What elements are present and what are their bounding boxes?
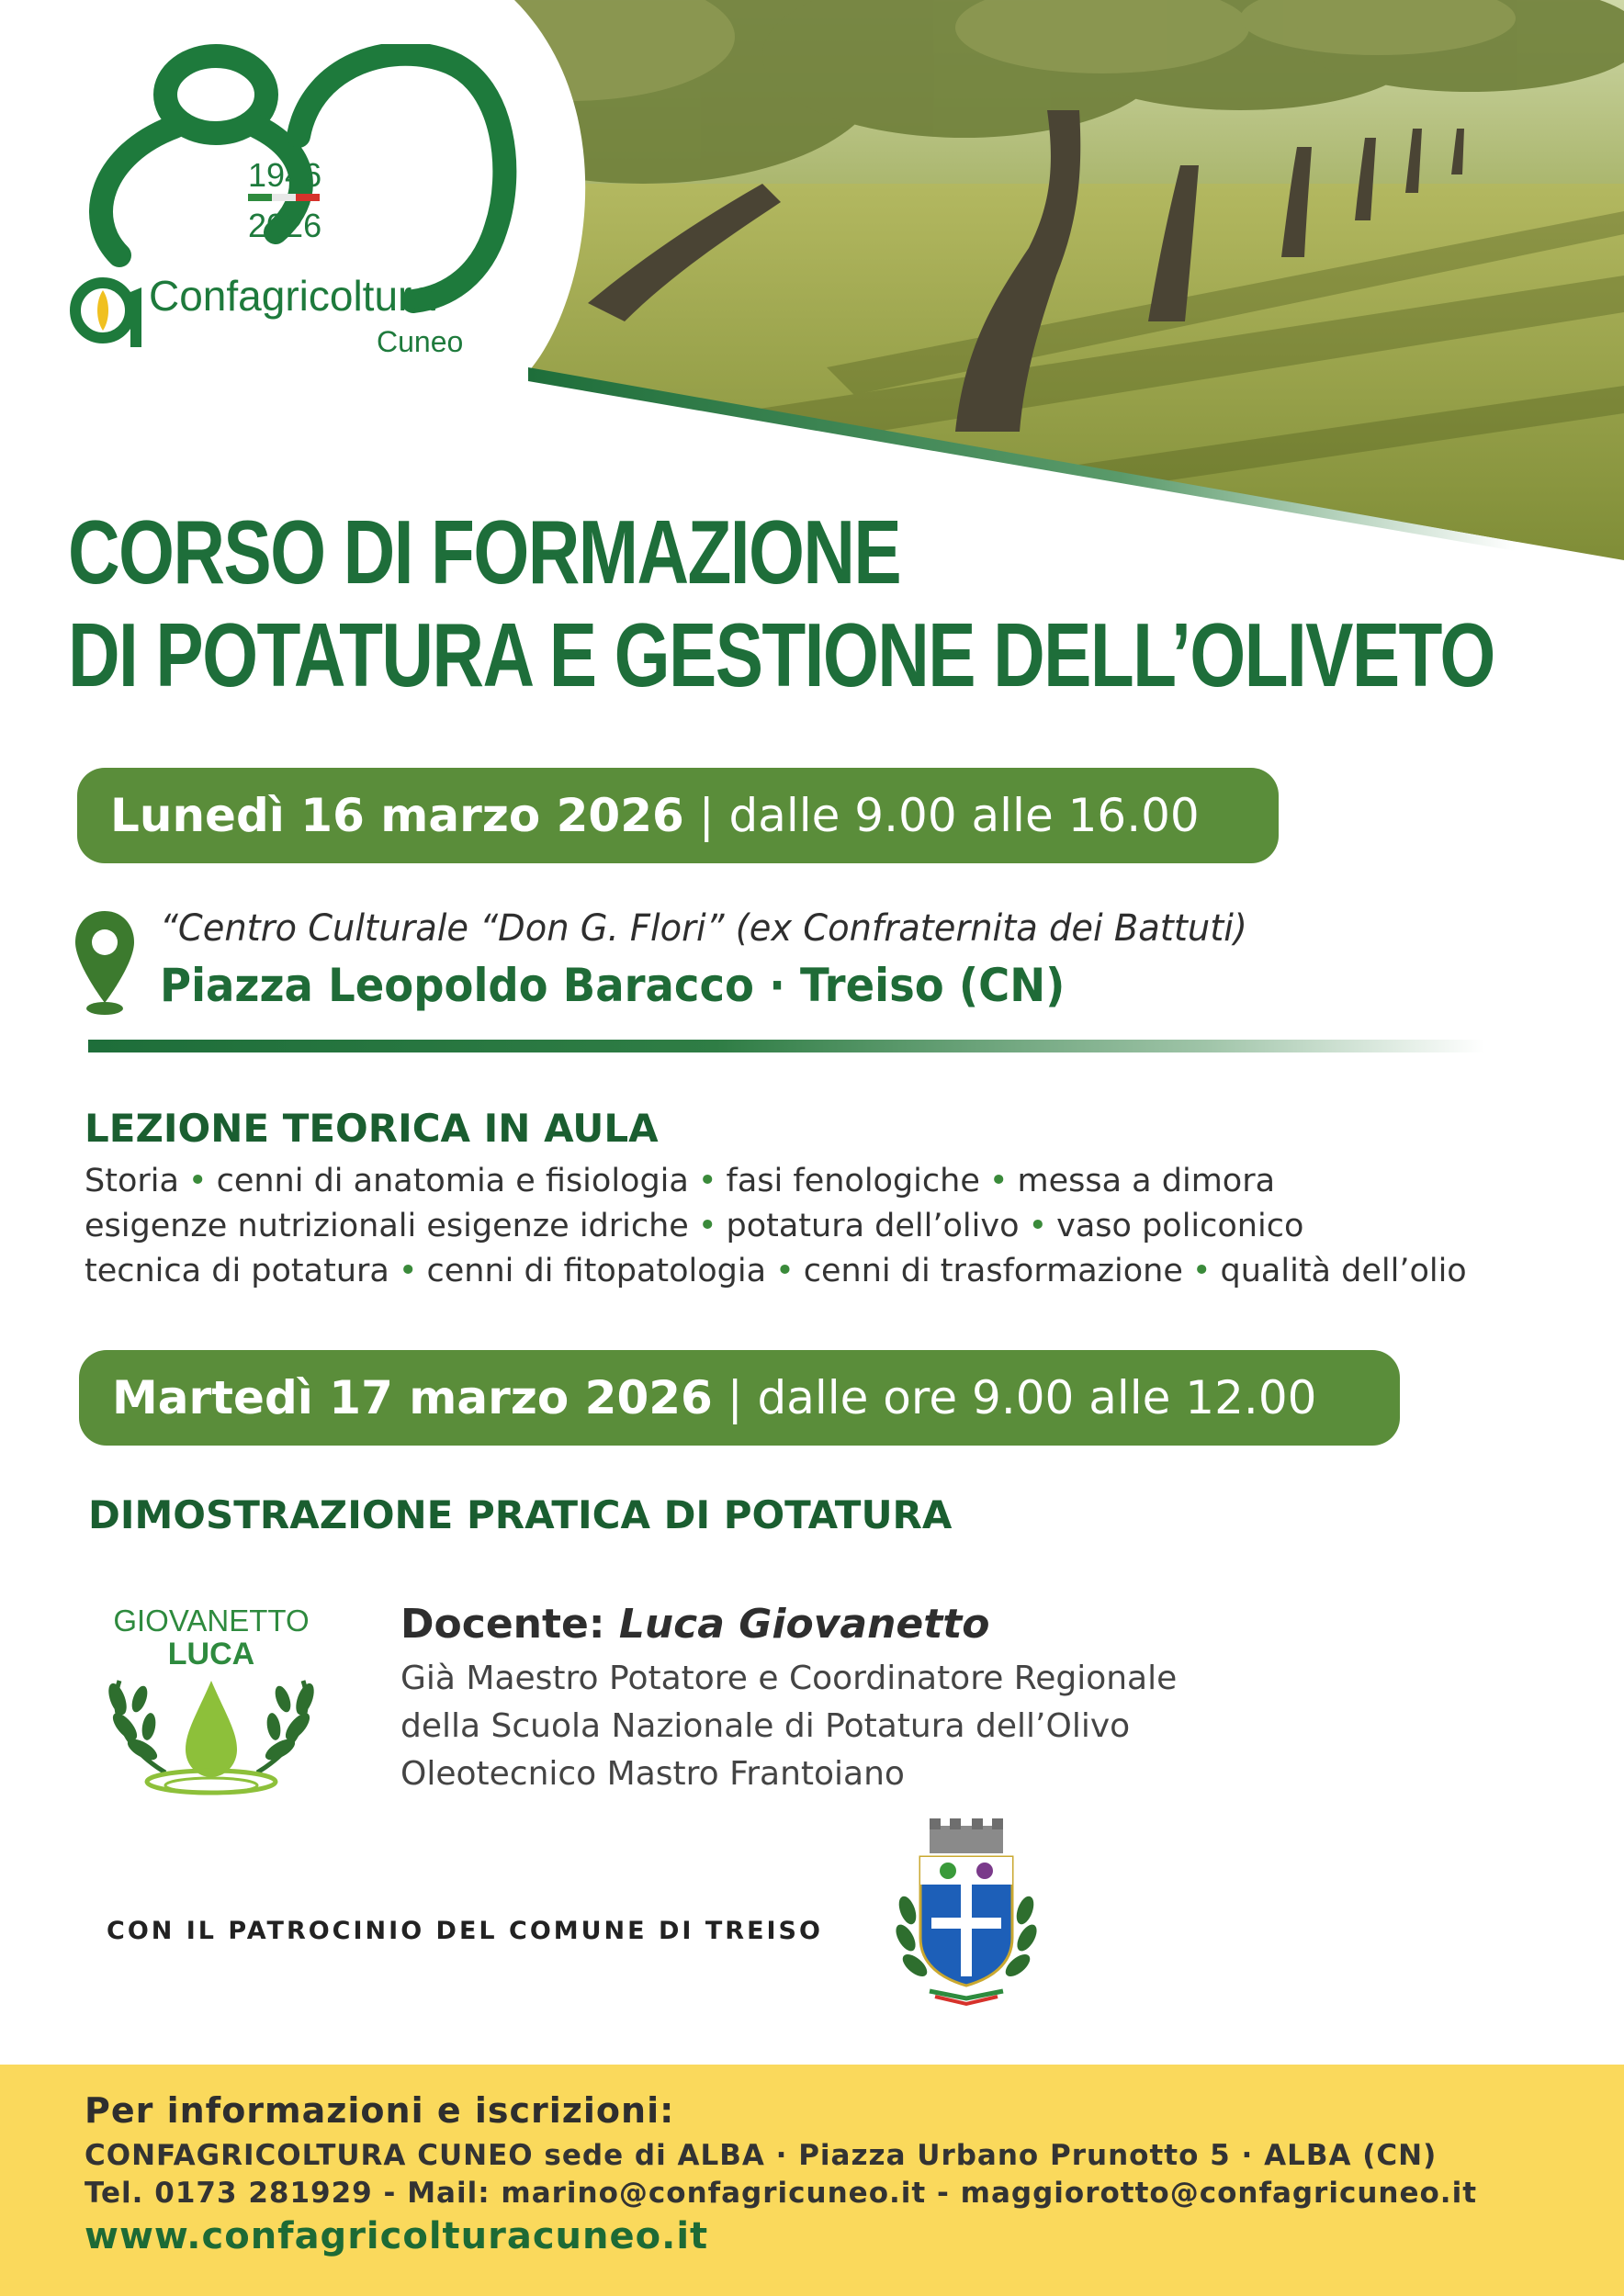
bullet-dot: •: [1191, 1253, 1212, 1289]
logo-year-start: 1946: [248, 156, 322, 194]
title-line-1: CORSO DI FORMAZIONE: [68, 501, 901, 602]
bullet-dot: •: [1028, 1208, 1048, 1244]
coat-of-arms-icon: [884, 1818, 1049, 2011]
logo-year-end: 2026: [248, 207, 322, 244]
topic-item: fasi fenologiche: [726, 1163, 980, 1199]
footer-website-link[interactable]: www.confagricolturacuneo.it: [85, 2215, 709, 2257]
teacher-logo-line1: GIOVANETTO: [113, 1604, 310, 1638]
footer-address: CONFAGRICOLTURA CUNEO sede di ALBA · Piazza Urbano Prunotto 5 · ALBA (CN): [85, 2139, 1438, 2172]
bullet-dot: •: [775, 1253, 795, 1289]
topic-line: [85, 1204, 1467, 1249]
confagricoltura-80-logo: [64, 44, 524, 366]
venue-address: Piazza Leopoldo Baracco · Treiso (CN): [160, 959, 1066, 1012]
title-line-2: DI POTATURA E GESTIONE DELL’OLIVETO: [68, 604, 1494, 705]
topic-line: [85, 1159, 1467, 1204]
logo-brand: Confagricoltura: [149, 272, 435, 320]
teacher-name: Luca Giovanetto: [618, 1601, 990, 1648]
day2-time: dalle ore 9.00 alle 12.00: [757, 1371, 1317, 1424]
teacher-heading: [400, 1601, 990, 1648]
topic-item: Storia: [85, 1163, 179, 1199]
teacher-logo-line2: LUCA: [167, 1637, 255, 1671]
topic-item: tecnica di potatura: [85, 1253, 389, 1289]
topic-item: cenni di fitopatologia: [426, 1253, 767, 1289]
topic-item: cenni di trasformazione: [803, 1253, 1183, 1289]
teacher-bio-line: della Scuola Nazionale di Potatura dell’Olivo: [400, 1707, 1131, 1745]
logo-city: Cuneo: [377, 325, 464, 358]
topic-item: cenni di anatomia e fisiologia: [216, 1163, 689, 1199]
bullet-dot: •: [697, 1163, 717, 1199]
patronage-text: CON IL PATROCINIO DEL COMUNE DI TREISO: [107, 1917, 823, 1945]
bullet-dot: •: [398, 1253, 418, 1289]
day1-time: dalle 9.00 alle 16.00: [728, 789, 1200, 842]
giovanetto-luca-logo: [92, 1598, 331, 1800]
footer-heading: Per informazioni e iscrizioni:: [85, 2090, 675, 2131]
topic-item: potatura dell’olivo: [726, 1208, 1020, 1244]
venue-name: “Centro Culturale “Don G. Flori” (ex Confraternita dei Battuti): [160, 907, 1247, 950]
topic-line: [85, 1249, 1467, 1294]
topic-item: qualità dell’olio: [1220, 1253, 1467, 1289]
topic-item: messa a dimora: [1017, 1163, 1276, 1199]
day2-banner: [79, 1350, 1400, 1446]
theory-heading: LEZIONE TEORICA IN AULA: [85, 1106, 659, 1151]
bullet-dot: •: [697, 1208, 717, 1244]
day1-separator: |: [698, 789, 715, 842]
bullet-dot: •: [187, 1163, 208, 1199]
bullet-dot: •: [988, 1163, 1009, 1199]
topic-item: vaso policonico: [1056, 1208, 1304, 1244]
day1-date: Lunedì 16 marzo 2026: [110, 789, 684, 842]
practice-heading: DIMOSTRAZIONE PRATICA DI POTATURA: [88, 1492, 953, 1537]
day2-separator: |: [727, 1371, 743, 1424]
footer-contacts[interactable]: Tel. 0173 281929 - Mail: marino@confagricuneo.it - maggiorotto@confagricuneo.it: [85, 2177, 1478, 2210]
teacher-label: Docente:: [400, 1601, 605, 1648]
oil-drop-icon: [147, 1681, 276, 1793]
topic-item: esigenze nutrizionali esigenze idriche: [85, 1208, 689, 1244]
confagricoltura-a-icon: [75, 283, 141, 347]
map-pin-icon: [72, 907, 138, 1019]
teacher-bio-line: Già Maestro Potatore e Coordinatore Regionale: [400, 1660, 1178, 1697]
day2-date: Martedì 17 marzo 2026: [112, 1371, 713, 1424]
teacher-bio-line: Oleotecnico Mastro Frantoiano: [400, 1755, 905, 1793]
section-divider: [88, 1040, 1484, 1052]
theory-topics: [85, 1159, 1467, 1294]
day1-banner: [77, 768, 1279, 863]
